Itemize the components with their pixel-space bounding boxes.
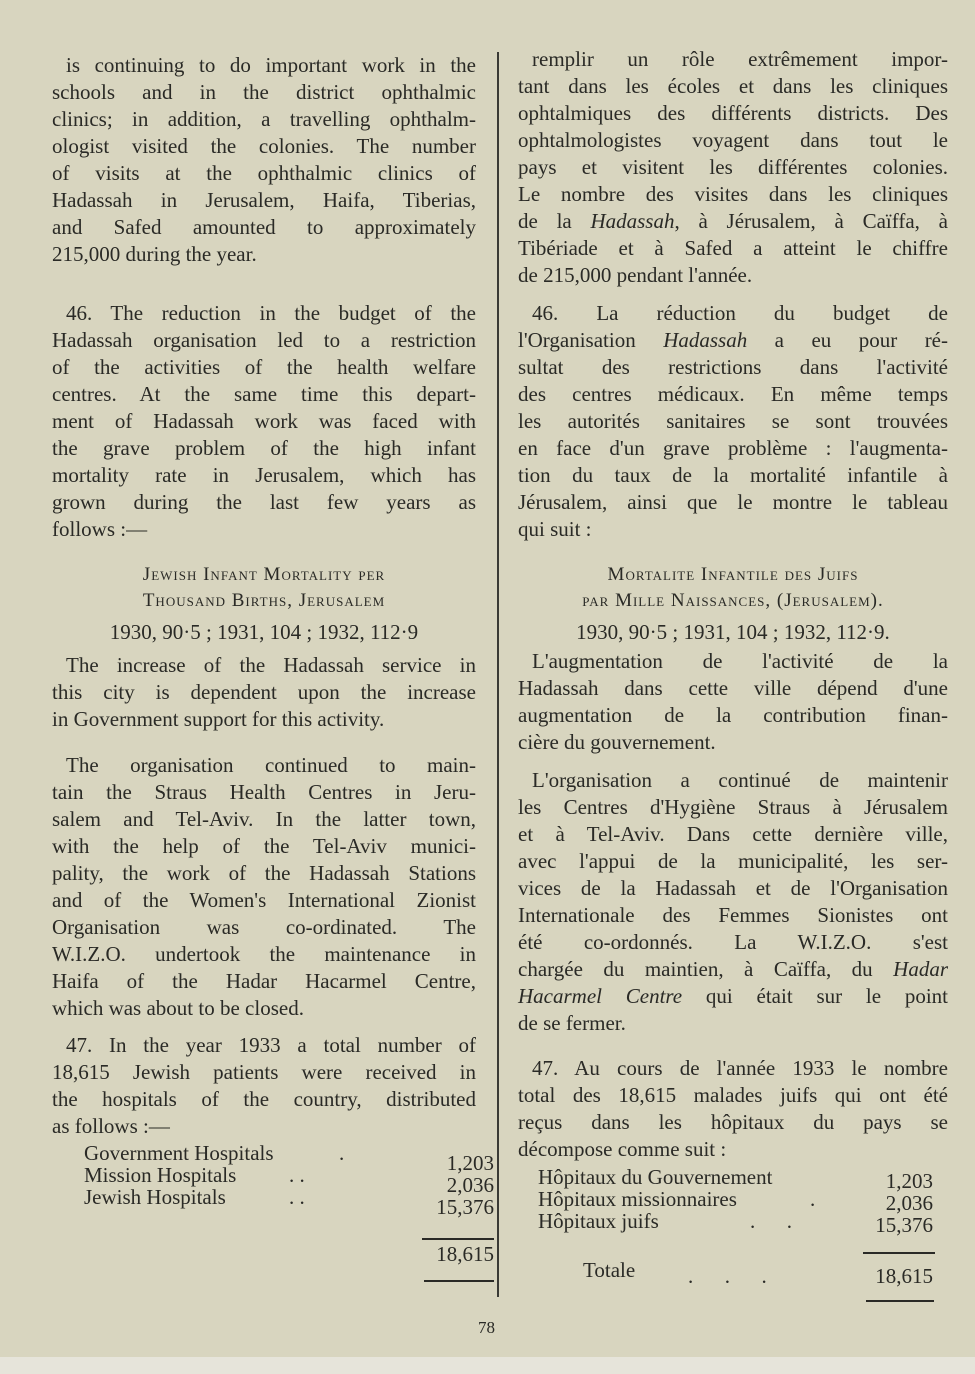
paragraph bbox=[52, 652, 476, 733]
table-heading bbox=[52, 562, 476, 614]
row-value: 2,036 bbox=[885, 1191, 933, 1215]
total-rule bbox=[866, 1300, 934, 1302]
table-row bbox=[538, 1187, 948, 1215]
italic-text: Hadassah bbox=[590, 209, 675, 233]
table-row bbox=[538, 1209, 948, 1237]
text-line: les Centres d'Hygiène Straus à Jérusalem bbox=[518, 795, 948, 819]
leader-dots: . bbox=[810, 1187, 816, 1211]
row-label: Mission Hospitals bbox=[84, 1163, 237, 1187]
text-line: follows :— bbox=[52, 517, 148, 541]
text-line: en face d'un grave problème : l'augmenta- bbox=[518, 436, 948, 460]
paragraph bbox=[52, 52, 476, 268]
text-line: The increase of the Hadassah service in bbox=[66, 653, 476, 677]
column-divider bbox=[497, 52, 499, 1297]
text-line: 215,000 during the year. bbox=[52, 242, 257, 266]
text-line: as follows :— bbox=[52, 1114, 170, 1138]
mortality-stats: 1930, 90·5 ; 1931, 104 ; 1932, 112·9 bbox=[109, 620, 419, 644]
text-line: and of the Women's International Zionist bbox=[52, 888, 476, 912]
french-column bbox=[518, 0, 948, 1300]
heading-line: par Mille Naissances, (Jerusalem). bbox=[582, 590, 884, 611]
row-label: Government Hospitals bbox=[84, 1141, 274, 1165]
text-span: l'Organisation bbox=[518, 328, 664, 352]
leader-dots: . bbox=[339, 1141, 345, 1165]
text-line: Jérusalem, ainsi que le montre le tableau bbox=[518, 490, 948, 514]
text-line: ologist visited the colonies. The number bbox=[52, 134, 476, 158]
text-line: grown during the last few years as bbox=[52, 490, 476, 514]
text-span: , à Jérusalem, à Caïffa, à bbox=[674, 209, 948, 233]
text-line: the hospitals of the country, distributed bbox=[52, 1087, 476, 1111]
text-line: sultat des restrictions dans l'activité bbox=[518, 355, 948, 379]
text-line: pays et visitent les différentes colonies. bbox=[518, 155, 948, 179]
paragraph bbox=[518, 46, 948, 289]
row-label: Hôpitaux juifs bbox=[538, 1209, 659, 1233]
row-label: Hôpitaux du Gouvernement bbox=[538, 1165, 773, 1189]
text-line: Hadassah dans cette ville dépend d'une bbox=[518, 676, 948, 700]
scan-margin bbox=[0, 1357, 975, 1374]
text-line: clinics; in addition, a travelling ophthalm- bbox=[52, 107, 476, 131]
text-line: augmentation de la contribution finan- bbox=[518, 703, 948, 727]
table-heading bbox=[518, 562, 948, 614]
text-line bbox=[518, 327, 948, 354]
total-value: 18,615 bbox=[436, 1242, 494, 1266]
row-value: 15,376 bbox=[436, 1195, 494, 1219]
sum-rule bbox=[422, 1238, 494, 1240]
hospital-table bbox=[538, 1165, 948, 1288]
text-line: 47. Au cours de l'année 1933 le nombre bbox=[532, 1056, 948, 1080]
page-number: 78 bbox=[478, 1318, 495, 1337]
text-span: a eu pour ré- bbox=[747, 328, 948, 352]
text-line: avec l'appui de la municipalité, les ser- bbox=[518, 849, 948, 873]
english-column bbox=[52, 0, 494, 1300]
heading-line: Thousand Births, Jerusalem bbox=[142, 590, 386, 611]
paragraph bbox=[518, 648, 948, 756]
text-line: remplir un rôle extrêmement impor- bbox=[532, 47, 948, 71]
paragraph bbox=[52, 300, 476, 543]
text-line: 47. In the year 1933 a total number of bbox=[66, 1033, 476, 1057]
mortality-stats: 1930, 90·5 ; 1931, 104 ; 1932, 112·9. bbox=[576, 620, 890, 644]
text-line: which was about to be closed. bbox=[52, 996, 304, 1020]
text-line: et à Tel-Aviv. Dans cette dernière ville, bbox=[518, 822, 948, 846]
sum-rule bbox=[863, 1252, 935, 1254]
text-line: qui suit : bbox=[518, 517, 592, 541]
text-line: W.I.Z.O. undertook the maintenance in bbox=[52, 942, 476, 966]
row-value: 1,203 bbox=[446, 1151, 494, 1175]
text-line: L'organisation a continué de maintenir bbox=[532, 768, 948, 792]
italic-text: Hadassah bbox=[663, 328, 748, 352]
row-value: 15,376 bbox=[875, 1213, 933, 1237]
text-line bbox=[518, 956, 948, 983]
leader-dots: . . bbox=[289, 1185, 305, 1209]
text-line: pality, the work of the Hadassah Stations bbox=[52, 861, 476, 885]
text-line: Tibériade et à Safed a atteint le chiffre bbox=[518, 236, 948, 260]
text-line: 18,615 Jewish patients were received in bbox=[52, 1060, 476, 1084]
text-line: Organisation was co-ordinated. The bbox=[52, 915, 476, 939]
text-line: of visits at the ophthalmic clinics of bbox=[52, 161, 476, 185]
total-label: Totale bbox=[583, 1258, 636, 1282]
heading-line: Mortalite Infantile des Juifs bbox=[607, 564, 859, 585]
text-line: tion du taux de la mortalité infantile à bbox=[518, 463, 948, 487]
text-line: décompose comme suit : bbox=[518, 1137, 727, 1161]
text-line: de 215,000 pendant l'année. bbox=[518, 263, 753, 287]
text-line: L'augmentation de l'activité de la bbox=[532, 649, 948, 673]
text-line: les autorités sanitaires se sont trouvées bbox=[518, 409, 948, 433]
italic-text: Hacarmel Centre bbox=[518, 984, 683, 1008]
text-line: cière du gouvernement. bbox=[518, 730, 716, 754]
text-span: qui était sur le point bbox=[682, 984, 948, 1008]
text-line: Le nombre des visites dans les cliniques bbox=[518, 182, 948, 206]
text-line: mortality rate in Jerusalem, which has bbox=[52, 463, 476, 487]
text-line: de se fermer. bbox=[518, 1011, 626, 1035]
text-line: 46. The reduction in the budget of the bbox=[66, 301, 476, 325]
row-value: 2,036 bbox=[446, 1173, 494, 1197]
text-line: in Government support for this activity. bbox=[52, 707, 385, 731]
text-line: schools and in the district ophthalmic bbox=[52, 80, 476, 104]
text-line: salem and Tel-Aviv. In the latter town, bbox=[52, 807, 476, 831]
text-line: ment of Hadassah work was faced with bbox=[52, 409, 476, 433]
heading-line: Jewish Infant Mortality per bbox=[142, 564, 386, 585]
text-line: the grave problem of the high infant bbox=[52, 436, 476, 460]
total-rule bbox=[424, 1280, 494, 1282]
row-value: 1,203 bbox=[885, 1169, 933, 1193]
text-span: de la bbox=[518, 209, 591, 233]
text-line: centres. At the same time this depart- bbox=[52, 382, 476, 406]
text-line: Internationale des Femmes Sionistes ont bbox=[518, 903, 948, 927]
row-label: Jewish Hospitals bbox=[84, 1185, 226, 1209]
text-line: Hadassah in Jerusalem, Haifa, Tiberias, bbox=[52, 188, 476, 212]
text-line: this city is dependent upon the increase bbox=[52, 680, 476, 704]
italic-text: Hadar bbox=[893, 957, 948, 981]
text-line: été co-ordonnés. La W.I.Z.O. s'est bbox=[518, 930, 948, 954]
text-line bbox=[518, 208, 948, 235]
text-line: with the help of the Tel-Aviv munici- bbox=[52, 834, 476, 858]
paragraph bbox=[52, 1032, 476, 1140]
text-line: reçus dans les hôpitaux du pays se bbox=[518, 1110, 948, 1134]
text-line: of the activities of the health welfare bbox=[52, 355, 476, 379]
text-span: chargée du maintien, à Caïffa, du bbox=[518, 957, 894, 981]
text-line: is continuing to do important work in the bbox=[66, 53, 476, 77]
text-line: des centres médicaux. En même temps bbox=[518, 382, 948, 406]
text-line: ophtalmologistes voyagent dans tout le bbox=[518, 128, 948, 152]
leader-dots: . . . bbox=[688, 1264, 767, 1288]
leader-dots: . . bbox=[289, 1163, 305, 1187]
text-line: total des 18,615 malades juifs qui ont été bbox=[518, 1083, 948, 1107]
text-line: vices de la Hadassah et de l'Organisation bbox=[518, 876, 948, 900]
text-line bbox=[518, 983, 948, 1010]
text-line: tain the Straus Health Centres in Jeru- bbox=[52, 780, 476, 804]
text-line: 46. La réduction du budget de bbox=[532, 301, 948, 325]
text-line: The organisation continued to main- bbox=[66, 753, 476, 777]
total-value: 18,615 bbox=[875, 1264, 933, 1288]
text-line: tant dans les écoles et dans les cliniques bbox=[518, 74, 948, 98]
leader-dots: . . bbox=[750, 1209, 792, 1233]
paragraph bbox=[518, 767, 948, 1037]
paragraph bbox=[518, 300, 948, 543]
paragraph bbox=[518, 1055, 948, 1163]
table-row bbox=[538, 1165, 948, 1193]
row-label: Hôpitaux missionnaires bbox=[538, 1187, 737, 1211]
text-line: Haifa of the Hadar Hacarmel Centre, bbox=[52, 969, 476, 993]
text-line: and Safed amounted to approximately bbox=[52, 215, 476, 239]
paragraph bbox=[52, 752, 476, 1022]
text-line: Hadassah organisation led to a restriction bbox=[52, 328, 476, 352]
hospital-table bbox=[84, 1141, 494, 1266]
text-line: ophtalmiques des différents districts. Des bbox=[518, 101, 948, 125]
